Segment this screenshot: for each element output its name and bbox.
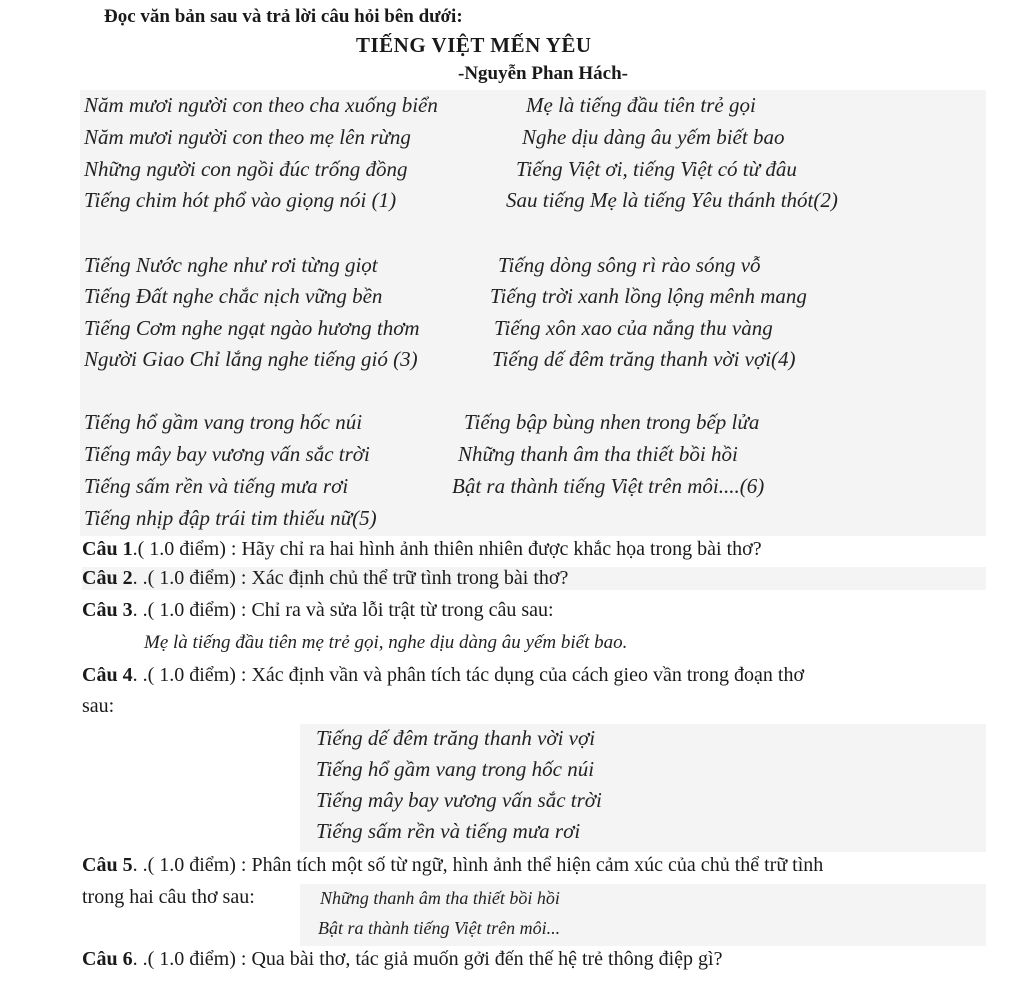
quoted-poem-line: Những thanh âm tha thiết bồi hồi — [320, 888, 560, 908]
quoted-poem-line: Tiếng sấm rền và tiếng mưa rơi — [316, 819, 581, 843]
question-label: Câu 6 — [82, 948, 133, 970]
poem-line: Nghe dịu dàng âu yếm biết bao — [522, 125, 785, 149]
question-1 — [82, 538, 762, 561]
poem-line: Tiếng hổ gầm vang trong hốc núi — [84, 410, 363, 434]
poem-line: Tiếng dòng sông rì rào sóng vỗ — [498, 253, 761, 277]
question-4 — [82, 664, 804, 687]
quoted-poem-line: Tiếng mây bay vương vấn sắc trời — [316, 788, 602, 812]
poem-line: Tiếng Cơm nghe ngạt ngào hương thơm — [84, 316, 420, 340]
poem-line: Năm mươi người con theo cha xuống biển — [84, 93, 438, 117]
poem-line: Tiếng dế đêm trăng thanh vời vợi(4) — [492, 347, 796, 371]
question-2 — [82, 567, 986, 590]
poem-line: Tiếng Nước nghe như rơi từng giọt — [84, 253, 378, 277]
question-label: Câu 2 — [82, 567, 133, 589]
poem-line: Tiếng xôn xao của nắng thu vàng — [494, 316, 773, 340]
question-text: . .( 1.0 điểm) : Xác định vần và phân tích tác dụng của cách gieo vần trong đoạn thơ — [132, 664, 805, 686]
poem-block — [80, 90, 986, 536]
poem-title: TIẾNG VIỆT MẾN YÊU — [356, 33, 592, 57]
poem-line: Tiếng chim hót phổ vào giọng nói (1) — [84, 188, 397, 212]
poem-line: Tiếng bập bùng nhen trong bếp lửa — [464, 410, 760, 434]
question-text: .( 1.0 điểm) : Hãy chỉ ra hai hình ảnh thiên nhiên được khắc họa trong bài thơ? — [132, 538, 762, 560]
poem-line: Năm mươi người con theo mẹ lên rừng — [84, 125, 411, 149]
poem-line: Tiếng nhịp đập trái tim thiếu nữ(5) — [84, 506, 377, 530]
poem-line: Sau tiếng Mẹ là tiếng Yêu thánh thót(2) — [506, 188, 838, 212]
question-text: . .( 1.0 điểm) : Qua bài thơ, tác giả muốn gởi đến thế hệ trẻ thông điệp gì? — [132, 948, 723, 970]
question-label: Câu 5 — [82, 854, 133, 876]
poem-line: Tiếng mây bay vương vấn sắc trời — [84, 442, 370, 466]
question-label: Câu 3 — [82, 599, 133, 621]
poem-author: -Nguyễn Phan Hách- — [458, 63, 628, 84]
poem-line: Những người con ngồi đúc trống đồng — [84, 157, 408, 181]
question-text: . .( 1.0 điểm) : Chỉ ra và sửa lỗi trật từ trong câu sau: — [132, 599, 554, 621]
poem-line: Bật ra thành tiếng Việt trên môi....(6) — [452, 474, 765, 498]
quoted-poem-line: Bật ra thành tiếng Việt trên môi... — [318, 918, 561, 938]
question-3-quote: Mẹ là tiếng đầu tiên mẹ trẻ gọi, nghe dịu dàng âu yếm biết bao. — [144, 632, 628, 653]
question-label: Câu 4 — [82, 664, 133, 686]
poem-line: Tiếng sấm rền và tiếng mưa rơi — [84, 474, 349, 498]
question-5 — [82, 854, 823, 877]
poem-line: Những thanh âm tha thiết bồi hồi — [458, 442, 738, 466]
reading-instruction: Đọc văn bản sau và trả lời câu hỏi bên dưới: — [104, 6, 463, 27]
question-label: Câu 1 — [82, 538, 133, 560]
question-text: . .( 1.0 điểm) : Xác định chủ thể trữ tình trong bài thơ? — [132, 567, 569, 589]
quoted-poem-line: Tiếng hổ gầm vang trong hốc núi — [316, 757, 595, 781]
question-4-continuation: sau: — [82, 695, 115, 717]
question-5-continuation: trong hai câu thơ sau: — [82, 886, 255, 908]
question-3 — [82, 599, 554, 622]
poem-line: Người Giao Chỉ lắng nghe tiếng gió (3) — [84, 347, 418, 371]
question-text: . .( 1.0 điểm) : Phân tích một số từ ngữ, hình ảnh thể hiện cảm xúc của chủ thể trữ tình — [132, 854, 824, 876]
question-6 — [82, 948, 722, 971]
poem-line: Mẹ là tiếng đầu tiên trẻ gọi — [526, 93, 756, 117]
quoted-poem-line: Tiếng dế đêm trăng thanh vời vợi — [316, 726, 596, 750]
poem-line: Tiếng Đất nghe chắc nịch vững bền — [84, 284, 383, 308]
poem-line: Tiếng trời xanh lồng lộng mênh mang — [490, 284, 807, 308]
poem-line: Tiếng Việt ơi, tiếng Việt có từ đâu — [516, 157, 797, 181]
